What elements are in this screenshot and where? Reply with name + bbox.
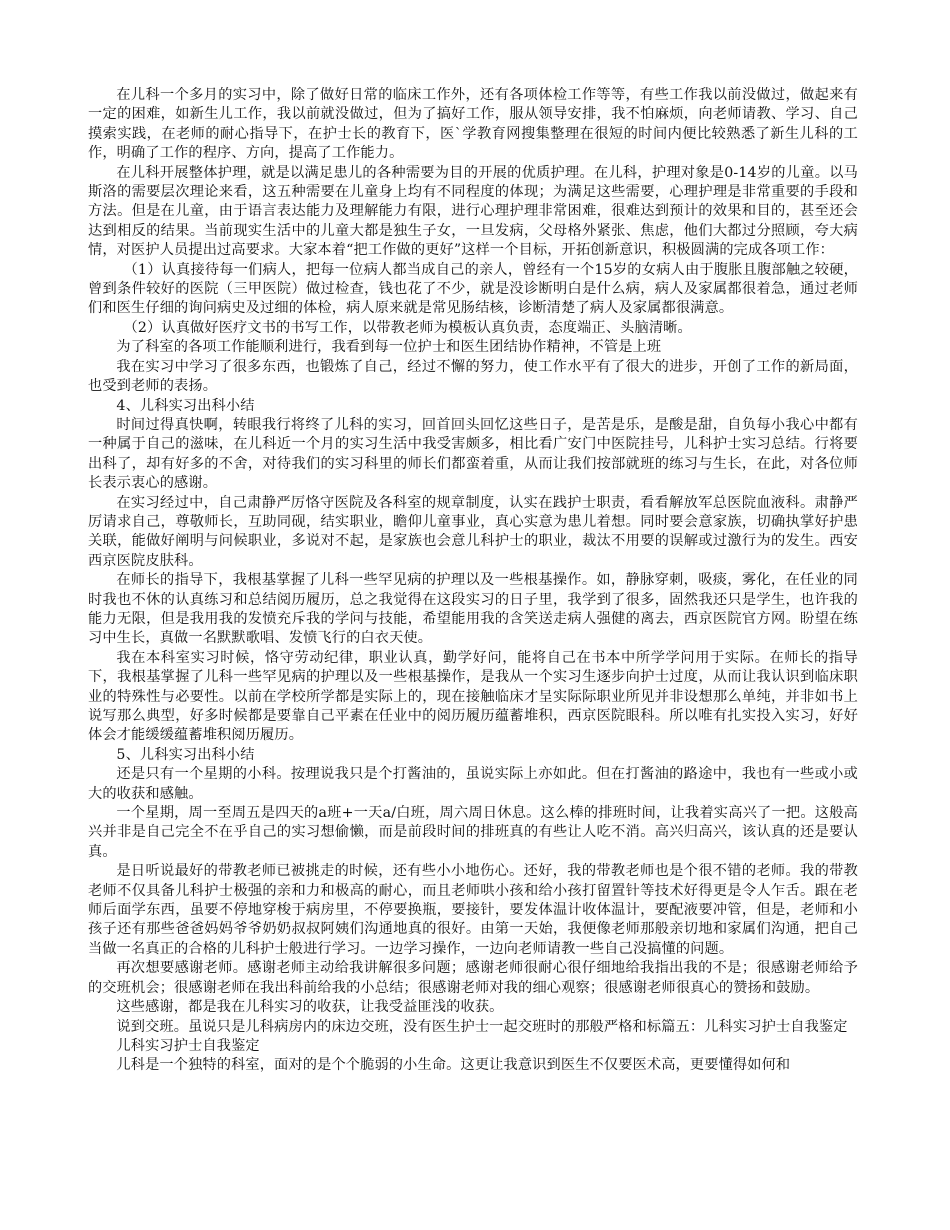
paragraph: 一个星期，周一至周五是四天的a班+一天a/白班，周六周日休息。这么棒的排班时间，让我着实高兴了一把。这般高兴并非是自己完全不在乎自己的实习想偷懒，而是前段时间的排班真的有些让人吃不消。高兴归高兴，该认真的还是要认真。	[88, 805, 858, 860]
paragraph: 还是只有一个星期的小科。按理说我只是个打酱油的，虽说实际上亦如此。但在打酱油的路途中，我也有一些或小或大的收获和感触。	[88, 766, 858, 802]
paragraph: 这些感谢，都是我在儿科实习的收获，让我受益匪浅的收获。	[116, 999, 504, 1016]
paragraph: 我在本科室实习时候，恪守劳动纪律，职业认真，勤学好问，能将自己在书本中所学学问用于实际。在师长的指导下，我根基掌握了儿科一些罕见病的护理以及一些根基操作，是我从一个实习生逐步向护士过度，从而让我认识到临床职业的特殊性与必要性。以前在学校所学都是实际上的，现在接触临床才呈实际际职业所见并非设想那么单纯，并非如书上说写那么典型，好多时候都是要靠自己平素在任业中的阅历履历蕴蓄堆积，西京医院眼科。所以唯有扎实投入实习，好好体会才能缓缓蕴蓄堆积阅历履历。	[88, 649, 858, 744]
paragraph: 在实习经过中，自己肃静严厉恪守医院及各科室的规章制度，认实在践护士职责，看看解放军总医院血液科。肃静严厉请求自己，尊敬师长，互助同砚，结实职业，瞻仰儿童事业，真心实意为患儿着想。同时要会意家族，切确执掌好护患关联，能做好阐明与问候职业，多说对不起，是家族也会意儿科护士的职业，裁汰不用要的误解或过激行为的发生。西安西京医院皮肤科。	[88, 494, 858, 569]
paragraph: 为了科室的各项工作能顺利进行，我看到每一位护士和医生团结协作精神，不管是上班	[116, 339, 662, 356]
paragraph: 时间过得真快啊，转眼我行将终了儿科的实习，回首回头回忆这些日子，是苦是乐，是酸是甜，自负每小我心中都有一种属于自己的滋味，在儿科近一个月的实习生活中我受害颇多，相比看广安门中医院挂号，儿科护士实习总结。行将要出科了，却有好多的不舍，对待我们的实习科里的师长们都蛮着重，从而让我们按部就班的练习与生长，在此，对各位师长表示衷心的感谢。	[88, 416, 858, 492]
paragraph: 再次想要感谢老师。感谢老师主动给我讲解很多问题；感谢老师很耐心很仔细地给我指出我的不是；很感谢老师给予的交班机会；很感谢老师在我出科前给我的小总结；很感谢老师对我的细心观察；很感谢老师很真心的赞扬和鼓励。	[88, 960, 858, 996]
paragraph: 在儿科一个多月的实习中，除了做好日常的临床工作外，还有各项体检工作等等，有些工作我以前没做过，做起来有一定的困难，如新生儿工作，我以前就没做过，但为了搞好工作，服从领导安排，我不怕麻烦，向老师请教、学习、自己摸索实践，在老师的耐心指导下，在护士长的教育下，医`学教育网搜集整理在很短的时间内便比较熟悉了新生儿科的工作，明确了工作的程序、方向，提高了工作能力。	[88, 87, 858, 162]
paragraph: 我在实习中学习了很多东西，也锻炼了自己，经过不懈的努力，使工作水平有了很大的进步，开创了工作的新局面，也受到老师的表扬。	[88, 358, 858, 395]
section-heading: 儿科实习护士自我鉴定	[116, 1037, 260, 1054]
paragraph: 说到交班。虽说只是儿科病房内的床边交班，没有医生护士一起交班时的那般严格和标篇五：儿科实习护士自我鉴定	[116, 1018, 848, 1035]
paragraph: （2）认真做好医疗文书的书写工作，以带教老师为模板认真负责，态度端正、头脑清晰。	[123, 319, 692, 336]
section-heading: 4、儿科实习出科小结	[116, 397, 255, 414]
section-heading: 5、儿科实习出科小结	[116, 746, 255, 763]
paragraph: 在师长的指导下，我根基掌握了儿科一些罕见病的护理以及一些根基操作。如，静脉穿刺，吸痰，雾化，在任业的同时我也不休的认真练习和总结阅历履历，总之我觉得在这段实习的日子里，我学到了很多，固然我还只是学生，也许我的能力无限，但是我用我的发愤充斥我的学问与技能，希望能用我的含笑送走病人强健的离去，西京医院官方网。盼望在练习中生长，真做一名默默歌唱、发愤飞行的白衣天使。	[88, 572, 858, 647]
paragraph: 在儿科开展整体护理，就是以满足患儿的各种需要为目的开展的优质护理。在儿科，护理对象是0-14岁的儿童。以马斯洛的需要层次理论来看，这五种需要在儿童身上均有不同程度的体现；为满足这些需要，心理护理是非常重要的手段和方法。但是在儿童，由于语言表达能力及理解能力有限，进行心理护理非常困难，很难达到预计的效果和目的，甚至还会达到相反的结果。当前现实生活中的儿童大都是独生子女，一旦发病，父母格外紧张、焦虑，他们大都过分照顾，夸大病情，对医护人员提出过高要求。大家本着“把工作做的更好”这样一个目标，开拓创新意识，积极圆满的完成各项工作：	[88, 164, 858, 259]
paragraph: 是日听说最好的带教老师已被挑走的时候，还有些小小地伤心。还好，我的带教老师也是个很不错的老师。我的带教老师不仅具备儿科护士极强的亲和力和极高的耐心，而且老师哄小孩和给小孩打留置针等技术好得更是令人乍舌。跟在老师后面学东西，虽要不停地穿梭于病房里，不停要换瓶，要接针，要发体温计收体温计，要配液要冲管，但是，老师和小孩子还有那些爸爸妈妈爷爷奶奶叔叔阿姨们沟通地真的很好。由第一天始，我便像老师那般亲切地和家属们沟通，把自己当做一名真正的合格的儿科护士般进行学习。一边学习操作，一边向老师请教一些自己没搞懂的问题。	[88, 863, 858, 957]
document-body	[88, 86, 858, 1076]
paragraph: 儿科是一个独特的科室，面对的是个个脆弱的小生命。这更让我意识到医生不仅要医术高，更要懂得如何和	[116, 1057, 791, 1074]
paragraph: （1）认真接待每一们病人，把每一位病人都当成自己的亲人，曾经有一个15岁的女病人由于腹胀且腹部触之较硬，曾到条件较好的医院（三甲医院）做过检查，钱也花了不少，就是没诊断明白是什么病，病人及家属都很着急，通过老师们和医生仔细的询问病史及过细的体检，病人原来就是常见肠结核，诊断清楚了病人及家属都很满意。	[88, 261, 858, 317]
